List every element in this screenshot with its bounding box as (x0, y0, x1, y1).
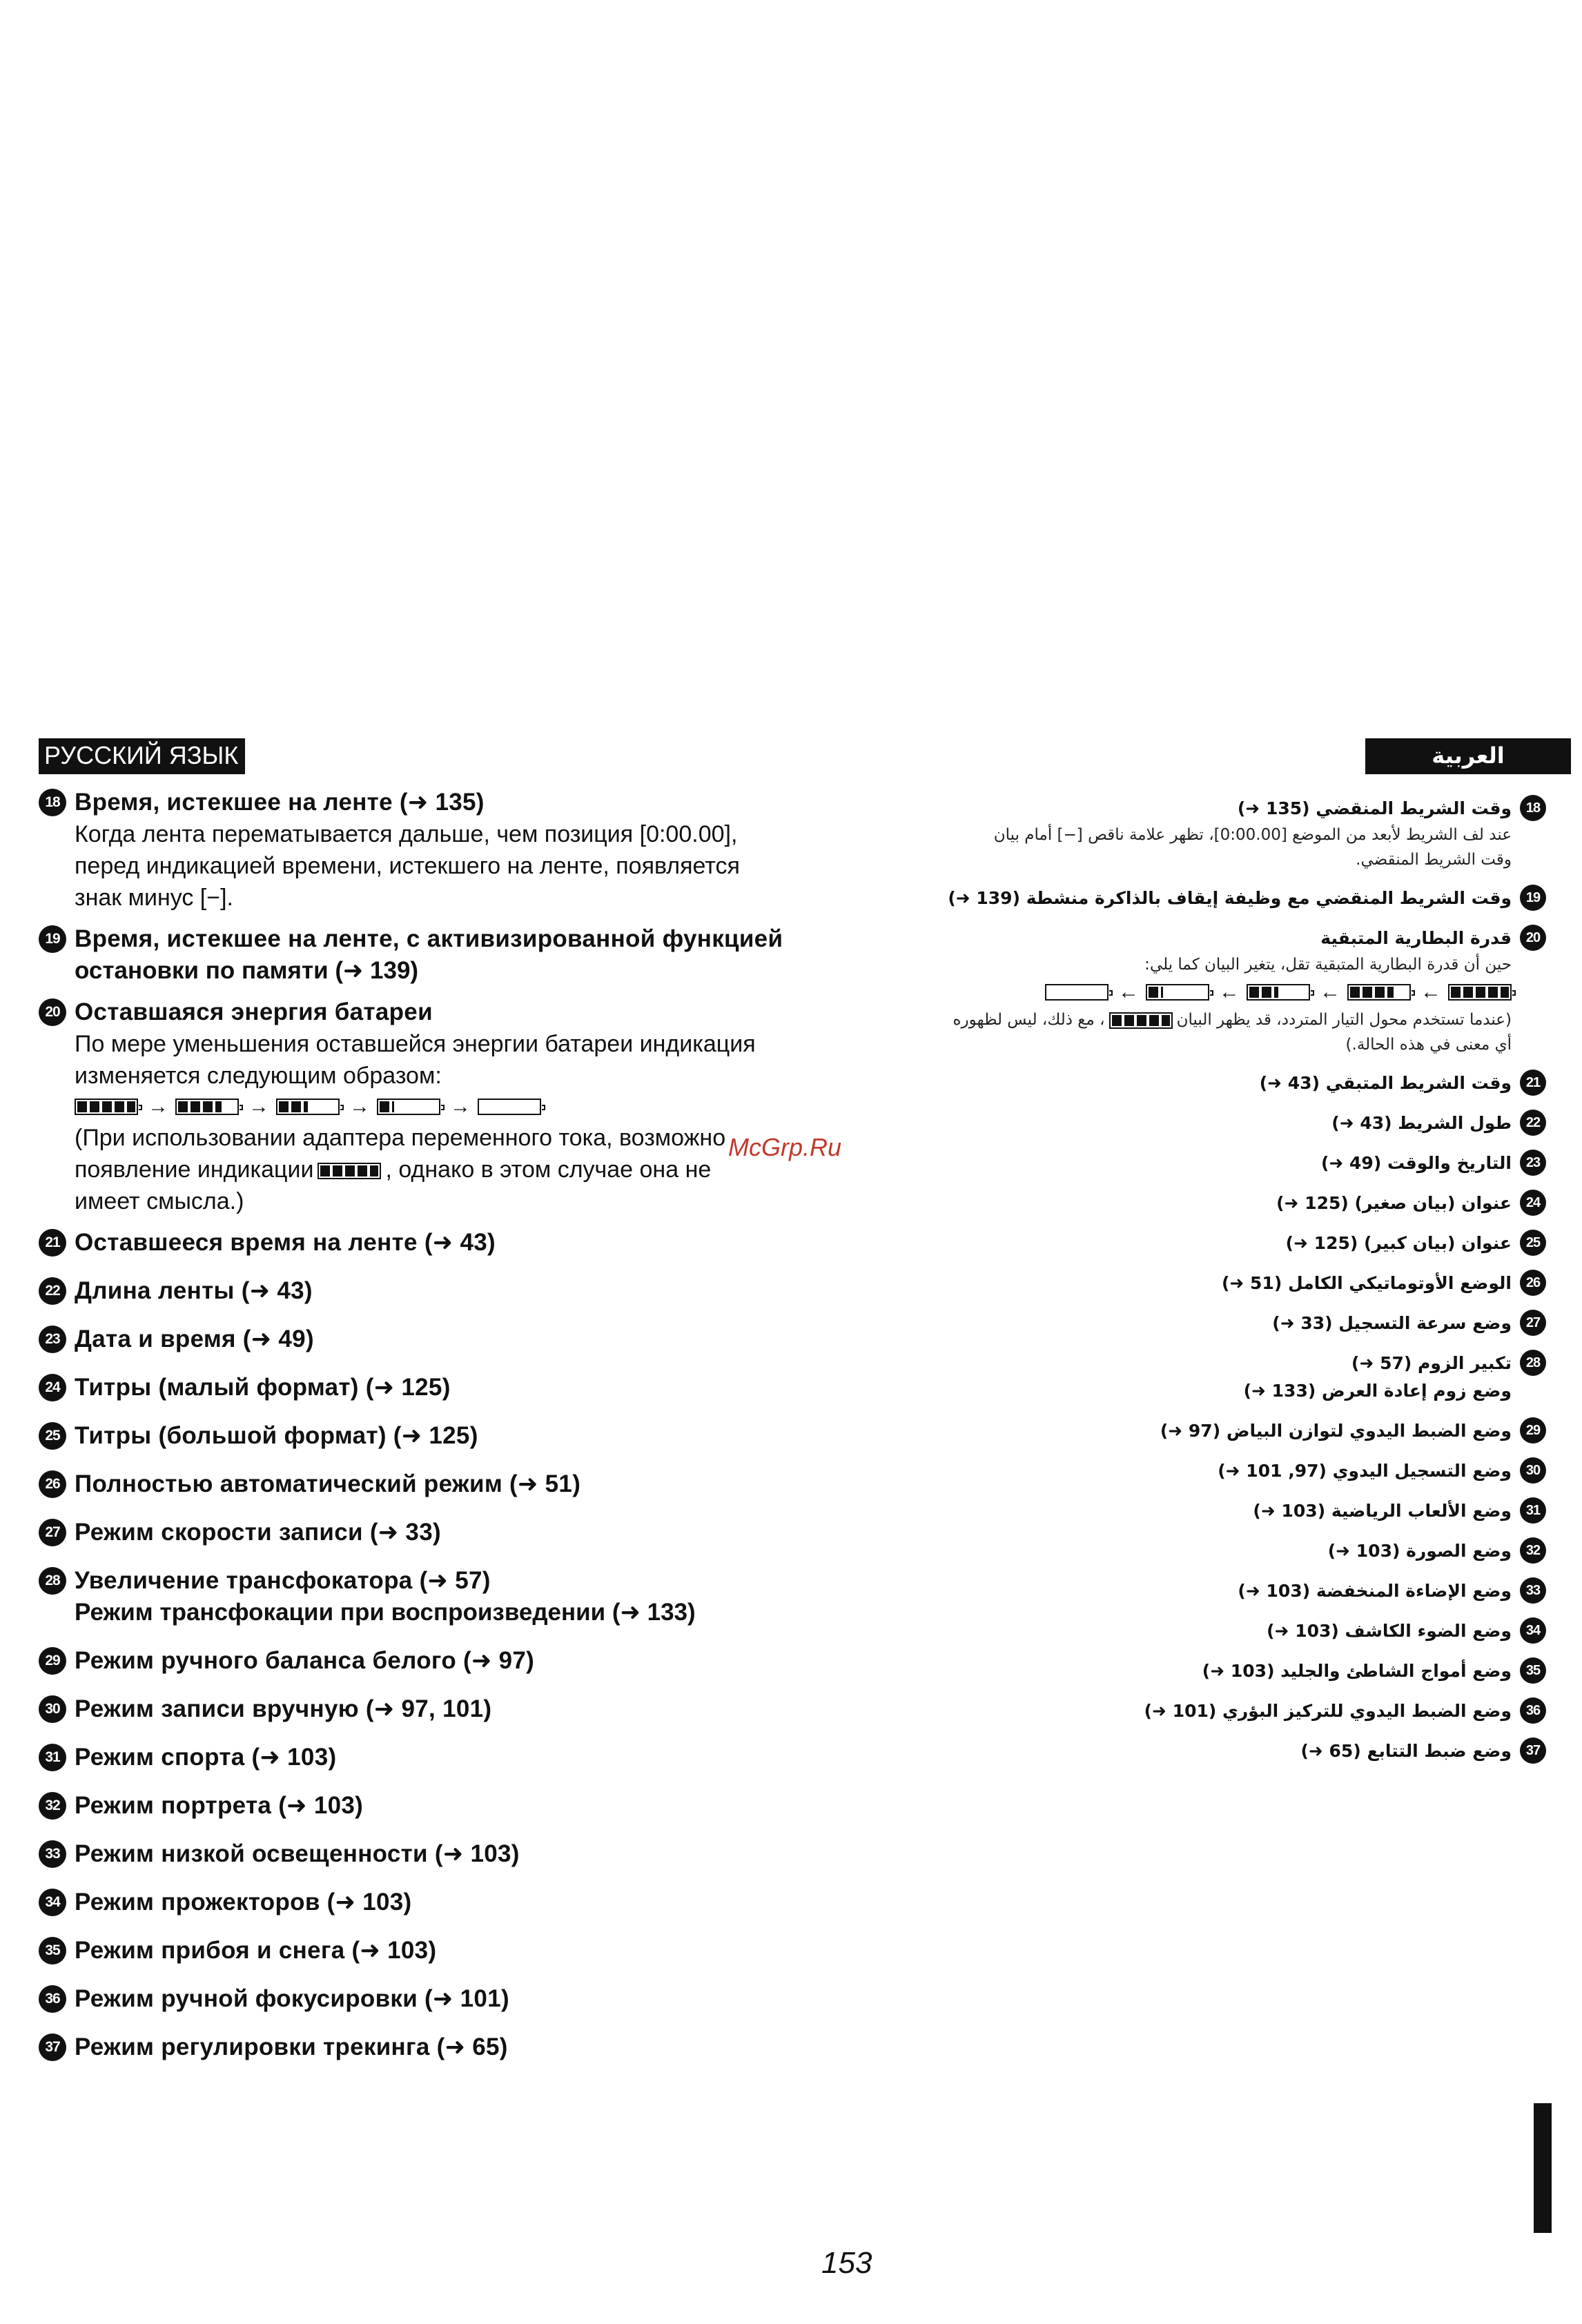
item-22 (39, 1275, 867, 1307)
item-number-badge: 22 (1520, 1110, 1546, 1136)
item-heading: Полностью автоматический режим (➜ 51) (75, 1470, 581, 1497)
item-heading: Время, истекшее на ленте, с активизированной функцией (75, 925, 783, 952)
item-37-ar (863, 1737, 1546, 1765)
item-number-badge: 28 (39, 1567, 66, 1595)
item-heading: تكبير الزوم (57 ➜) (1351, 1353, 1512, 1373)
item-number-badge: 36 (1520, 1697, 1546, 1724)
item-25 (39, 1420, 867, 1452)
item-number-badge: 25 (1520, 1230, 1546, 1256)
battery-icon (1109, 1012, 1173, 1029)
item-heading: Режим низкой освещенности (➜ 103) (75, 1840, 520, 1867)
item-30-ar (863, 1457, 1546, 1485)
item-21 (39, 1227, 867, 1259)
item-heading: Режим спорта (➜ 103) (75, 1744, 337, 1771)
item-body-line: وقت الشريط المنقضي. (1356, 851, 1512, 869)
item-number-badge: 27 (1520, 1310, 1546, 1336)
battery-icon (377, 1099, 440, 1115)
item-35-ar (863, 1657, 1546, 1685)
item-number-badge: 24 (39, 1374, 66, 1401)
note-text: , однако в этом случае она не (385, 1156, 712, 1183)
item-heading: وقت الشريط المتبقي (43 ➜) (1259, 1073, 1512, 1093)
item-heading: وضع أمواج الشاطئ والجليد (103 ➜) (1202, 1661, 1512, 1681)
item-number-badge: 31 (1520, 1497, 1546, 1524)
item-26-ar (863, 1270, 1546, 1297)
battery-icon (276, 1099, 340, 1115)
item-32-ar (863, 1537, 1546, 1565)
item-heading: Режим ручной фокусировки (➜ 101) (75, 1985, 509, 2012)
item-number-badge: 36 (39, 1985, 66, 2013)
item-number-badge: 37 (39, 2034, 66, 2061)
item-20-ar (863, 925, 1546, 1057)
item-number-badge: 21 (39, 1229, 66, 1257)
item-heading: Оставшееся время на ленте (➜ 43) (75, 1229, 496, 1256)
battery-sequence (863, 978, 1512, 1006)
item-heading-cont: وضع زوم إعادة العرض (133 ➜) (1243, 1381, 1512, 1401)
item-34-ar (863, 1617, 1546, 1645)
battery-sequence (75, 1093, 867, 1121)
note-text: ، مع ذلك، ليس لظهوره (953, 1011, 1105, 1029)
item-31-ar (863, 1497, 1546, 1525)
item-heading: طول الشريط (43 ➜) (1331, 1113, 1512, 1133)
battery-icon (1045, 984, 1109, 1001)
battery-icon (478, 1099, 541, 1115)
item-heading: Титры (малый формат) (➜ 125) (75, 1374, 451, 1401)
battery-icon (318, 1163, 381, 1179)
item-heading: Режим записи вручную (➜ 97, 101) (75, 1695, 492, 1722)
arrow-left-icon: ← (1219, 981, 1240, 1003)
item-37 (39, 2031, 867, 2063)
item-19-ar (863, 885, 1546, 912)
item-number-badge: 32 (39, 1792, 66, 1820)
item-number-badge: 27 (39, 1519, 66, 1546)
item-number-badge: 34 (1520, 1617, 1546, 1644)
item-heading: Дата и время (➜ 49) (75, 1326, 314, 1352)
item-18-ar (863, 795, 1546, 872)
item-number-badge: 26 (39, 1470, 66, 1498)
item-18 (39, 787, 867, 914)
item-heading: وقت الشريط المنقضي مع وظيفة إيقاف بالذاكرة منشطة (139 ➜) (948, 888, 1512, 908)
item-body-line: знак минус [−]. (75, 885, 233, 911)
item-heading: Режим прибоя и снега (➜ 103) (75, 1937, 437, 1964)
item-heading: قدرة البطارية المتبقية (1320, 928, 1512, 948)
battery-icon (175, 1099, 239, 1115)
item-number-badge: 28 (1520, 1350, 1546, 1376)
item-body-line: عند لف الشريط لأبعد من الموضع [0:00.00]، تظهر علامة ناقص [−] أمام بيان (993, 826, 1512, 844)
item-heading: Режим портрета (➜ 103) (75, 1792, 364, 1819)
item-number-badge: 22 (39, 1277, 66, 1305)
item-body-line: перед индикацией времени, истекшего на ленте, появляется (75, 853, 740, 879)
item-number-badge: 29 (1520, 1417, 1546, 1444)
item-27 (39, 1517, 867, 1548)
item-number-badge: 31 (39, 1744, 66, 1771)
arrow-right-icon: → (450, 1095, 471, 1118)
item-36 (39, 1983, 867, 2015)
item-heading: وضع سرعة التسجيل (33 ➜) (1272, 1313, 1512, 1333)
item-number-badge: 34 (39, 1889, 66, 1916)
battery-icon (1448, 984, 1512, 1001)
item-25-ar (863, 1230, 1546, 1257)
item-heading: Оставшаяся энергия батареи (75, 998, 433, 1025)
battery-icon (1347, 984, 1411, 1001)
item-33 (39, 1838, 867, 1870)
arrow-right-icon: → (349, 1095, 370, 1118)
battery-icon (1247, 984, 1310, 1001)
arrow-left-icon: ← (1420, 981, 1441, 1003)
item-body-line: Когда лента перематывается дальше, чем позиция [0:00.00], (75, 821, 738, 847)
item-number-badge: 23 (1520, 1150, 1546, 1176)
item-heading: Режим прожекторов (➜ 103) (75, 1889, 412, 1916)
page-number: 153 (821, 2246, 872, 2280)
item-number-badge: 19 (1520, 885, 1546, 911)
item-number-badge: 35 (39, 1937, 66, 1964)
language-label-russian: РУССКИЙ ЯЗЫК (39, 738, 245, 774)
item-20 (39, 996, 867, 1217)
item-27-ar (863, 1310, 1546, 1337)
arrow-right-icon: → (248, 1095, 269, 1118)
watermark: McGrp.Ru (728, 1133, 842, 1161)
item-22-ar (863, 1110, 1546, 1137)
item-heading: Время, истекшее на ленте (➜ 135) (75, 789, 485, 816)
item-heading: وضع الضوء الكاشف (103 ➜) (1267, 1621, 1512, 1641)
battery-icon (1146, 984, 1209, 1001)
item-number-badge: 21 (1520, 1070, 1546, 1096)
item-23 (39, 1323, 867, 1355)
item-number-badge: 26 (1520, 1270, 1546, 1296)
item-number-badge: 18 (1520, 795, 1546, 821)
item-heading: Режим ручного баланса белого (➜ 97) (75, 1647, 535, 1674)
item-heading: Увеличение трансфокатора (➜ 57) (75, 1567, 491, 1594)
item-32 (39, 1790, 867, 1822)
item-heading: التاريخ والوقت (49 ➜) (1320, 1153, 1512, 1173)
item-body-line: حين أن قدرة البطارية المتبقية تقل، يتغير البيان كما يلي: (1144, 956, 1512, 974)
item-19 (39, 923, 867, 987)
item-35 (39, 1935, 867, 1967)
item-body-line: изменяется следующим образом: (75, 1063, 442, 1089)
item-heading: وضع الإضاءة المنخفضة (103 ➜) (1238, 1581, 1512, 1601)
item-heading: وضع الضبط اليدوي للتركيز البؤري (101 ➜) (1144, 1701, 1512, 1721)
item-number-badge: 35 (1520, 1657, 1546, 1684)
item-number-badge: 25 (39, 1422, 66, 1450)
item-number-badge: 20 (39, 998, 66, 1026)
arrow-left-icon: ← (1118, 981, 1139, 1003)
item-heading: وضع ضبط التتابع (65 ➜) (1300, 1741, 1512, 1761)
note-text: появление индикации (75, 1156, 314, 1183)
language-label-arabic: العربية (1365, 738, 1571, 774)
item-heading: وضع الضبط اليدوي لتوازن البياض (97 ➜) (1160, 1421, 1512, 1441)
item-heading: وضع الألعاب الرياضية (103 ➜) (1253, 1501, 1512, 1521)
item-29 (39, 1645, 867, 1677)
item-number-badge: 30 (39, 1695, 66, 1723)
item-number-badge: 29 (39, 1647, 66, 1675)
arabic-column (863, 738, 1546, 1778)
item-heading: عنوان (بيان صغير) (125 ➜) (1276, 1193, 1512, 1213)
item-heading: وقت الشريط المنقضي (135 ➜) (1237, 798, 1512, 818)
item-number-badge: 18 (39, 789, 66, 816)
item-note-line (863, 1007, 1512, 1032)
item-30 (39, 1693, 867, 1725)
item-28 (39, 1565, 867, 1628)
item-number-badge: 32 (1520, 1537, 1546, 1564)
item-heading: Титры (большой формат) (➜ 125) (75, 1422, 478, 1449)
item-note-line: (При использовании адаптера переменного тока, возможно (75, 1125, 726, 1151)
page-edge-marker (1534, 2103, 1552, 2233)
item-note-line: أي معنى في هذه الحالة.) (1345, 1036, 1512, 1054)
item-heading: Режим регулировки трекинга (➜ 65) (75, 2034, 508, 2060)
item-body-line: По мере уменьшения оставшейся энергии батареи индикация (75, 1031, 756, 1057)
item-number-badge: 37 (1520, 1737, 1546, 1764)
item-heading: عنوان (بيان كبير) (125 ➜) (1285, 1233, 1512, 1253)
note-text: (عندما تستخدم محول التيار المتردد، قد يظهر البيان (1176, 1011, 1512, 1029)
item-36-ar (863, 1697, 1546, 1725)
item-24-ar (863, 1190, 1546, 1217)
item-heading: وضع الصورة (103 ➜) (1327, 1541, 1512, 1561)
russian-column (39, 738, 867, 2080)
item-26 (39, 1468, 867, 1500)
item-34 (39, 1887, 867, 1918)
item-21-ar (863, 1070, 1546, 1097)
item-number-badge: 23 (39, 1326, 66, 1353)
arrow-left-icon: ← (1320, 981, 1340, 1003)
item-28-ar (863, 1350, 1546, 1405)
item-number-badge: 19 (39, 925, 66, 953)
item-number-badge: 33 (39, 1840, 66, 1868)
item-heading: Режим скорости записи (➜ 33) (75, 1519, 441, 1546)
item-number-badge: 30 (1520, 1457, 1546, 1484)
item-29-ar (863, 1417, 1546, 1445)
arrow-right-icon: → (148, 1095, 168, 1118)
item-23-ar (863, 1150, 1546, 1177)
item-note-line: имеет смысла.) (75, 1188, 244, 1214)
item-24 (39, 1372, 867, 1404)
item-heading: وضع التسجيل اليدوي (97, 101 ➜) (1218, 1461, 1512, 1481)
item-number-badge: 33 (1520, 1577, 1546, 1604)
item-heading-cont: остановки по памяти (➜ 139) (75, 957, 419, 984)
item-heading: الوضع الأوتوماتيكي الكامل (51 ➜) (1221, 1273, 1512, 1293)
item-heading: Длина ленты (➜ 43) (75, 1277, 313, 1304)
battery-icon (75, 1099, 138, 1115)
item-heading-cont: Режим трансфокации при воспроизведении (➜ 133) (75, 1599, 696, 1626)
item-number-badge: 20 (1520, 925, 1546, 951)
item-33-ar (863, 1577, 1546, 1605)
item-31 (39, 1742, 867, 1773)
item-number-badge: 24 (1520, 1190, 1546, 1216)
